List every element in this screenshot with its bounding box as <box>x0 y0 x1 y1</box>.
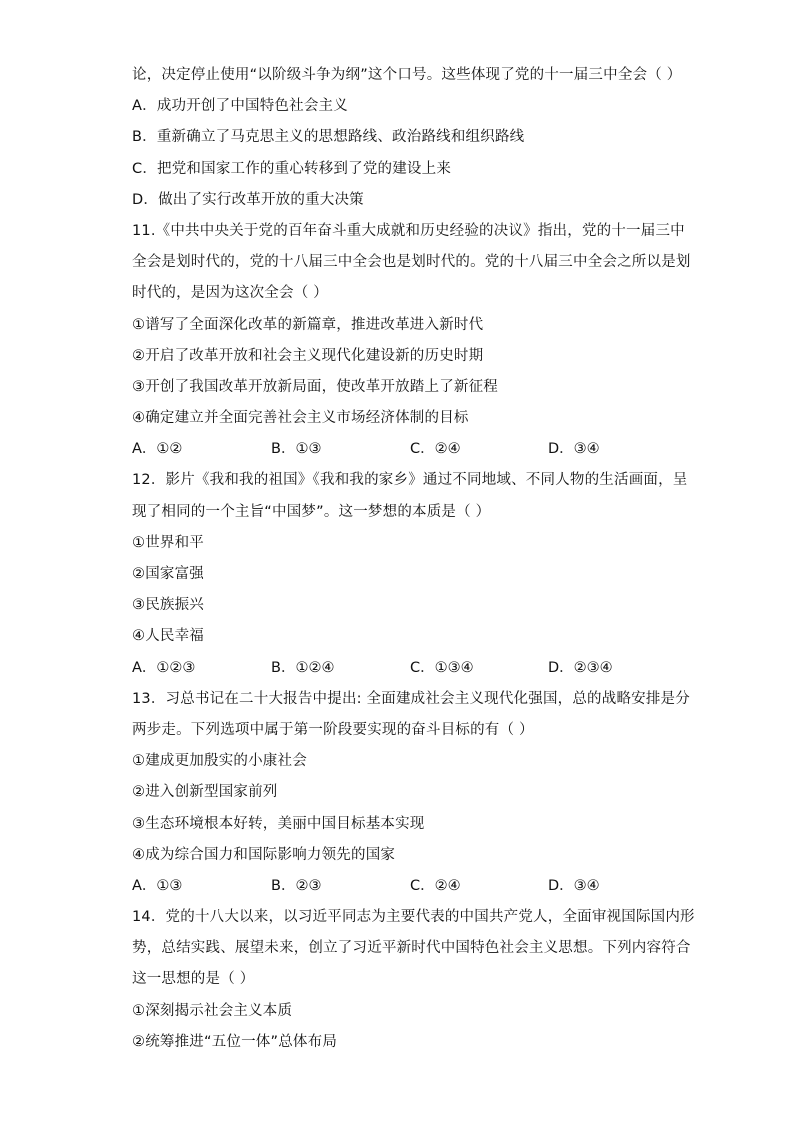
q14-stem-line-3: 这一思想的是（ ） <box>132 971 255 988</box>
q13-statement-1: ①建成更加殷实的小康社会 <box>132 753 307 770</box>
q12-statement-4: ④人民幸福 <box>132 628 204 645</box>
q12-statement-2: ②国家富强 <box>132 566 204 582</box>
q12-choice-d: D．②③④ <box>548 659 613 676</box>
q13-stem-line-2: 两步走。下列选项中属于第一阶段要实现的奋斗目标的有（ ） <box>132 721 534 738</box>
q12-statement-3: ③民族振兴 <box>132 597 204 614</box>
q14-statement-1: ①深刻揭示社会主义本质 <box>132 1002 293 1019</box>
q11-choice-c: C．②④ <box>410 441 461 458</box>
q13-choice-c: C．②④ <box>410 877 461 894</box>
q13-choice-d: D．③④ <box>548 877 600 894</box>
q12-stem-line-1: 12．影片《我和我的祖国》《我和我的家乡》通过不同地域、不同人物的生活画面，呈 <box>132 472 688 489</box>
q13-statement-4: ④成为综合国力和国际影响力领先的国家 <box>132 846 396 863</box>
q11-choice-a: A．①② <box>132 441 183 458</box>
q13-choices <box>132 871 662 902</box>
q11-choices <box>132 434 662 465</box>
q12-choice-c: C．①③④ <box>410 659 474 676</box>
q14-stem-line-1: 14．党的十八大以来，以习近平同志为主要代表的中国共产党人，全面审视国际国内形 <box>132 909 695 926</box>
q10-option-a: A．成功开创了中国特色社会主义 <box>132 98 348 115</box>
q12-choices <box>132 653 662 684</box>
q11-statement-2: ②开启了改革开放和社会主义现代化建设新的历史时期 <box>132 347 484 364</box>
q13-choice-b: B．②③ <box>271 877 322 894</box>
q10-option-b: B．重新确立了马克思主义的思想路线、政治路线和组织路线 <box>132 129 525 146</box>
q10-stem-tail: 论，决定停止使用“以阶级斗争为纲”这个口号。这些体现了党的十一届三中全会（ ） <box>132 67 682 83</box>
q12-stem-line-2: 现了相同的一个主旨“中国梦”。这一梦想的本质是（ ） <box>132 503 491 520</box>
q10-option-c: C．把党和国家工作的重心转移到了党的建设上来 <box>132 160 452 177</box>
q13-stem-line-1: 13．习总书记在二十大报告中提出: 全面建成社会主义现代化强国，总的战略安排是分 <box>132 690 690 707</box>
q13-statement-2: ②进入创新型国家前列 <box>132 784 278 801</box>
q12-choice-b: B．①②④ <box>271 659 335 676</box>
q13-choice-a: A．①③ <box>132 877 183 894</box>
q12-statement-1: ①世界和平 <box>132 534 204 551</box>
q11-statement-4: ④确定建立并全面完善社会主义市场经济体制的目标 <box>132 410 469 427</box>
q12-choice-a: A．①②③ <box>132 659 196 676</box>
q14-statement-2: ②统筹推进“五位一体”总体布局 <box>132 1033 338 1050</box>
q11-statement-1: ①谱写了全面深化改革的新篇章，推进改革进入新时代 <box>132 316 484 333</box>
q11-stem-line-3: 时代的，是因为这次全会（ ） <box>132 285 328 302</box>
q11-stem-line-2: 全会是划时代的，党的十八届三中全会也是划时代的。党的十八届三中全会之所以是划 <box>132 254 691 271</box>
q14-stem-line-2: 势，总结实践、展望未来，创立了习近平新时代中国特色社会主义思想。下列内容符合 <box>132 940 691 957</box>
question-content <box>132 60 695 1058</box>
q13-statement-3: ③生态环境根本好转，美丽中国目标基本实现 <box>132 815 425 832</box>
q10-option-d: D．做出了实行改革开放的重大决策 <box>132 191 364 208</box>
q11-stem-line-1: 11.《中共中央关于党的百年奋斗重大成就和历史经验的决议》指出，党的十一届三中 <box>132 222 685 239</box>
q11-choice-b: B．①③ <box>271 441 322 458</box>
q11-choice-d: D．③④ <box>548 441 600 458</box>
q11-statement-3: ③开创了我国改革开放新局面，使改革开放踏上了新征程 <box>132 378 498 395</box>
